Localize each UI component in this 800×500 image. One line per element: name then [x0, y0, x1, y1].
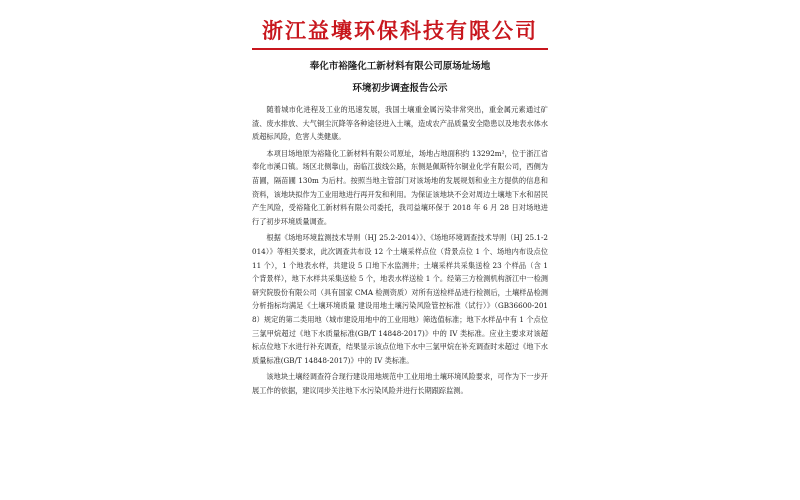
company-name: 浙江益壤环保科技有限公司: [262, 19, 538, 43]
paragraph-intro: 随着城市化进程及工业的迅速发展，我国土壤重金属污染非常突出，重金属元素通过矿渣、废水排放、大气铜尘沉降等各种途径进入土壤，造成农产品质量安全隐患以及地表水体水质超标风险，危害人类健康。: [252, 105, 548, 142]
document: [252, 18, 548, 400]
header-divider: [252, 48, 548, 50]
paragraph-investigation-results: 根据《场地环境监测技术导则（HJ 25.2-2014）》、《场地环境调查技术导则（HJ 25.1-2014）》等相关要求，此次调查共布设 12 个土壤采样点位（背景点位 1 个、场地内布设点位 11 个），1 个地表水样，共建设 5 口地下水监测井；土壤采样共采集送检 23 个样品（含 1 个背景样），地下水样共采集送检 5 个，地表水样送检 1 个。经第三方检测机构浙江中一检测研究院股份有限公司（具有国家 CMA 检测资质）对所有送检样品进行检测后，土壤样品检测分析指标均满足《土壤环境质量 建设用地土壤污染风险管控标准（试行）》（GB36600-2018）规定的第二类用地（城市建设用地中的工业用地）筛选值标准；地下水样品中有 1 个点位三氯甲烷超过《地下水质量标准(GB/T 14848-2017)》中的 IV 类标准。应业主要求对该超标点位地下水进行补充调查，结果显示该点位地下水中三氯甲烷在补充调查时未超过《地下水质量标准(GB/T 14848-2017)》中的 IV 类标准。: [252, 233, 548, 365]
paragraph-conclusion: 该地块土壤经调查符合现行建设用地规范中工业用地土壤环境风险要求，可作为下一步开展工作的依据，建议同步关注地下水污染风险并进行长期跟踪监测。: [252, 372, 548, 395]
document-subtitle: 奉化市裕隆化工新材料有限公司原场址场地: [309, 61, 491, 72]
paragraph-site-description: 本项目场地原为裕隆化工新材料有限公司原址，场地占地面积约 13292m²，位于浙江省奉化市溪口镇。场区北侧靠山，南临江拔线公路，东侧是佩斯特尔铜业化学有限公司，西侧为苗圃，隔苗圃 130m 为后村。按照当地主管部门对该场地的发展规划和业主方提供的信息和资料，该地块拟作为工业用地进行再开发和利用。为保证该地块不会对周边土壤地下水和居民产生风险，受裕隆化工新材料有限公司委托，我司益壤环保于 2018 年 6 月 28 日对场地进行了初步环境质量调查。: [252, 148, 548, 226]
document-title: 环境初步调查报告公示: [352, 83, 448, 94]
